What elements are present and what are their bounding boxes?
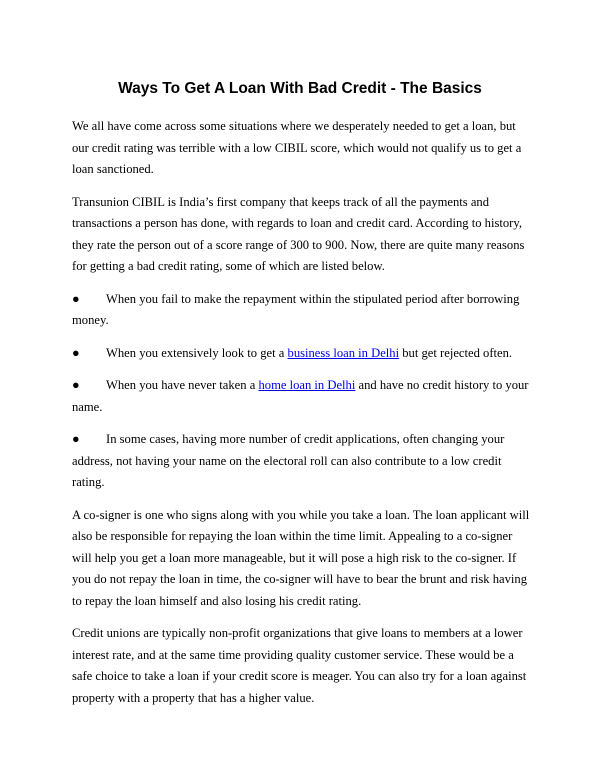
list-item-text: In some cases, having more number of credit applications, often changing your address, not having your name on the electoral roll can also contribute to a low credit rating. <box>72 432 505 489</box>
page-title: Ways To Get A Loan With Bad Credit - The Basics <box>118 80 482 97</box>
bullet-icon: ● <box>72 345 80 360</box>
paragraph-intro: We all have come across some situations where we desperately needed to get a loan, but our credit rating was terrible with a low CIBIL score, which would not qualify us to get a loan sanctioned. <box>72 119 522 176</box>
home-loan-link[interactable]: home loan in Delhi <box>258 378 356 392</box>
list-item <box>72 289 532 332</box>
list-item <box>72 375 532 418</box>
list-item-text: When you fail to make the repayment within the stipulated period after borrowing money. <box>72 291 520 327</box>
paragraph-cosigner: A co-signer is one who signs along with you while you take a loan. The loan applicant will also be responsible for repaying the loan within the time limit. Appealing to a co-signer will help you get a loan more manageable, but it will pose a high risk to the co-signer. If you do not repay the loan in time, the co-signer will have to bear the brunt and risk having to repay the loan himself and also losing his credit rating. <box>72 507 530 608</box>
list-item <box>72 343 532 365</box>
paragraph-credit-unions: Credit unions are typically non-profit organizations that give loans to members at a lower interest rate, and at the same time providing quality customer service. These would be a safe choice to take a loan if your credit score is meager. You can also try for a loan against property with a property that has a higher value. <box>72 626 527 705</box>
list-item <box>72 429 532 494</box>
list-item-text: When you have never taken a <box>106 378 259 392</box>
bullet-icon: ● <box>72 291 80 306</box>
business-loan-link[interactable]: business loan in Delhi <box>287 345 400 360</box>
bullet-icon: ● <box>72 378 80 392</box>
paragraph-cibil: Transunion CIBIL is India’s first company that keeps track of all the payments and transactions a person has done, with regards to loan and credit card. According to history, they rate the person out of a score range of 300 to 900. Now, there are quite many reasons for getting a bad credit rating, some of which are listed below. <box>72 194 525 273</box>
list-item-text: but get rejected often. <box>399 345 513 360</box>
list-item-text: When you extensively look to get a <box>106 345 288 360</box>
list-item-text: and have no credit history to your name. <box>72 378 529 414</box>
bullet-icon: ● <box>72 432 80 446</box>
document-body <box>72 116 532 720</box>
